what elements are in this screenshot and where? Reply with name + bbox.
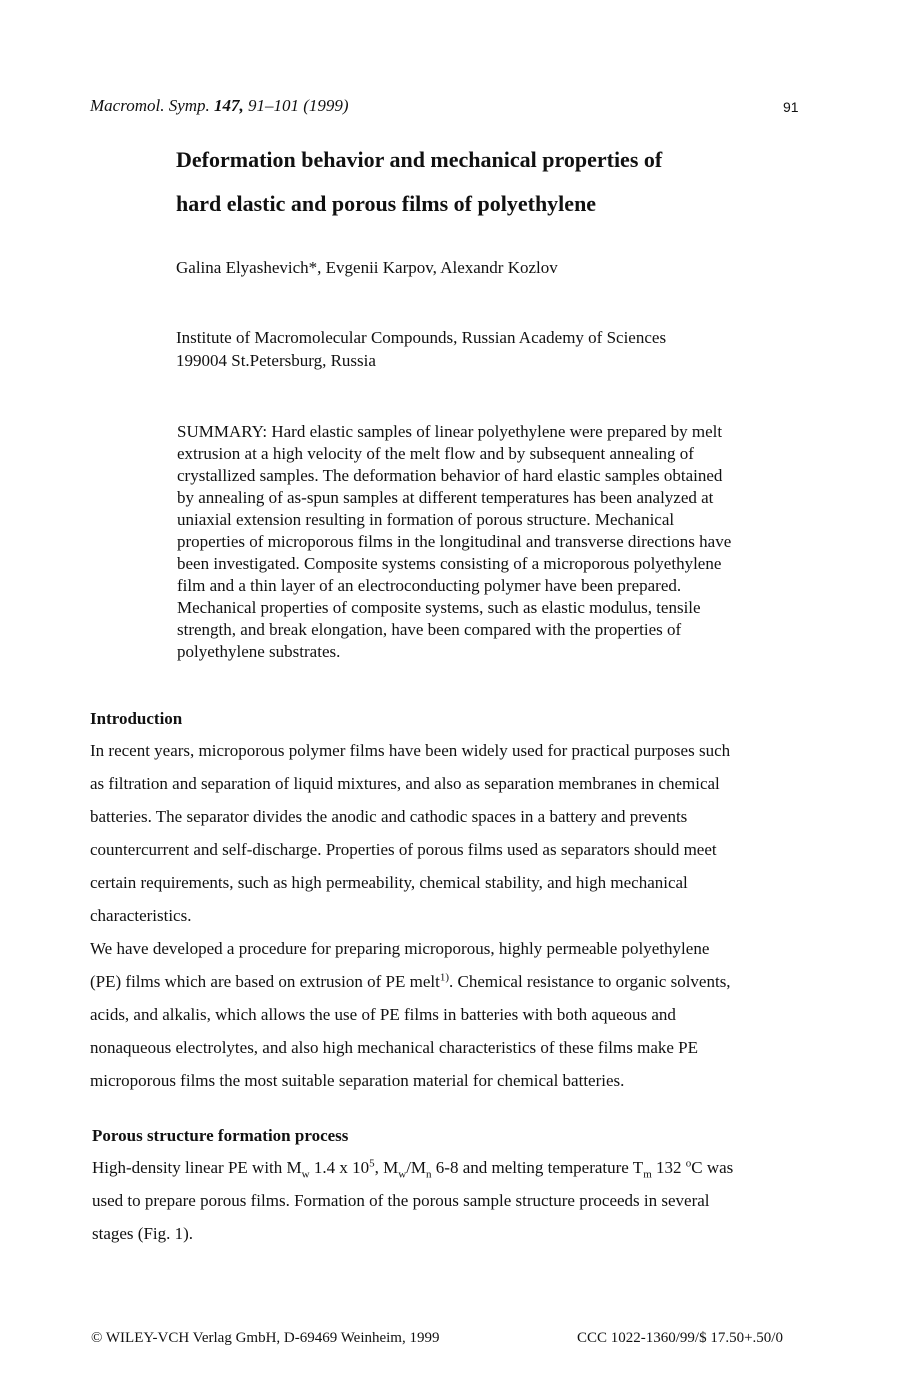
text-line (90, 965, 803, 998)
text-line: acids, and alkalis, which allows the use of PE films in batteries with both aqueous and (90, 1005, 676, 1024)
paper-title (176, 138, 816, 226)
text-line: In recent years, microporous polymer films have been widely used for practical purposes such (90, 741, 731, 760)
author-list: Galina Elyashevich*, Evgenii Karpov, Alexandr Kozlov (176, 258, 558, 277)
summary-line: strength, and break elongation, have been compared with the properties of (177, 620, 682, 639)
text-line (92, 1151, 804, 1184)
journal-name: Macromol. Symp. (90, 96, 210, 115)
text-line: microporous films the most suitable separation material for chemical batteries. (90, 1071, 625, 1090)
text-fragment: (PE) films which are based on extrusion of PE melt (90, 972, 440, 991)
page-number: 91 (783, 99, 799, 115)
superscript: o (685, 1157, 692, 1170)
affiliation-line: 199004 St.Petersburg, Russia (176, 351, 376, 370)
summary-line: SUMMARY: Hard elastic samples of linear polyethylene were prepared by melt (177, 422, 723, 441)
porous-paragraph (92, 1151, 804, 1250)
footer-ccc-code: CCC 1022-1360/99/$ 17.50+.50/0 (577, 1330, 783, 1346)
text-line: used to prepare porous films. Formation of the porous sample structure proceeds in several (92, 1191, 710, 1210)
footer-copyright: © WILEY-VCH Verlag GmbH, D-69469 Weinheim, 1999 (91, 1330, 440, 1346)
text-line: stages (Fig. 1). (92, 1224, 194, 1243)
text-fragment: 1.4 x 10 (309, 1158, 370, 1177)
summary-line: properties of microporous films in the longitudinal and transverse directions have (177, 532, 732, 551)
summary-abstract (177, 421, 801, 663)
title-line: Deformation behavior and mechanical properties of (176, 147, 663, 172)
title-line: hard elastic and porous films of polyethylene (176, 191, 597, 216)
summary-line: polyethylene substrates. (177, 642, 341, 661)
intro-paragraph-2 (90, 932, 803, 1097)
text-fragment: /M (406, 1158, 427, 1177)
subscript: n (426, 1168, 432, 1181)
journal-citation (90, 96, 349, 116)
summary-line: Mechanical properties of composite systems, such as elastic modulus, tensile (177, 598, 701, 617)
text-line: We have developed a procedure for preparing microporous, highly permeable polyethylene (90, 939, 710, 958)
journal-pages-year: 91–101 (1999) (248, 96, 349, 115)
reference-superscript: 1) (439, 971, 450, 984)
journal-volume: 147, (214, 96, 244, 115)
superscript: 5 (369, 1157, 375, 1170)
text-line: nonaqueous electrolytes, and also high mechanical characteristics of these films make PE (90, 1038, 699, 1057)
summary-line: uniaxial extension resulting in formation of porous structure. Mechanical (177, 510, 675, 529)
affiliation (176, 326, 666, 372)
text-fragment: High-density linear PE with M (92, 1158, 302, 1177)
text-line: certain requirements, such as high permeability, chemical stability, and high mechanical (90, 873, 688, 892)
section-heading-porous-structure: Porous structure formation process (92, 1126, 349, 1145)
summary-line: film and a thin layer of an electroconducting polymer have been prepared. (177, 576, 682, 595)
text-line: as filtration and separation of liquid mixtures, and also as separation membranes in chemical (90, 774, 720, 793)
summary-line: by annealing of as-spun samples at different temperatures has been analyzed at (177, 488, 714, 507)
subscript: m (643, 1168, 652, 1181)
text-fragment: . Chemical resistance to organic solvents, (449, 972, 731, 991)
summary-line: extrusion at a high velocity of the melt flow and by subsequent annealing of (177, 444, 694, 463)
intro-paragraph-1 (90, 734, 803, 932)
subscript: w (301, 1168, 310, 1181)
section-heading-introduction: Introduction (90, 709, 183, 728)
text-fragment: C was (691, 1158, 734, 1177)
text-fragment: 132 (651, 1158, 686, 1177)
text-line: batteries. The separator divides the anodic and cathodic spaces in a battery and prevents (90, 807, 688, 826)
text-fragment: , M (374, 1158, 399, 1177)
text-fragment: 6-8 and melting temperature T (431, 1158, 644, 1177)
text-line: countercurrent and self-discharge. Properties of porous films used as separators should meet (90, 840, 717, 859)
subscript: w (398, 1168, 407, 1181)
affiliation-line: Institute of Macromolecular Compounds, Russian Academy of Sciences (176, 328, 667, 347)
summary-line: been investigated. Composite systems consisting of a microporous polyethylene (177, 554, 722, 573)
text-line: characteristics. (90, 906, 192, 925)
summary-line: crystallized samples. The deformation behavior of hard elastic samples obtained (177, 466, 723, 485)
